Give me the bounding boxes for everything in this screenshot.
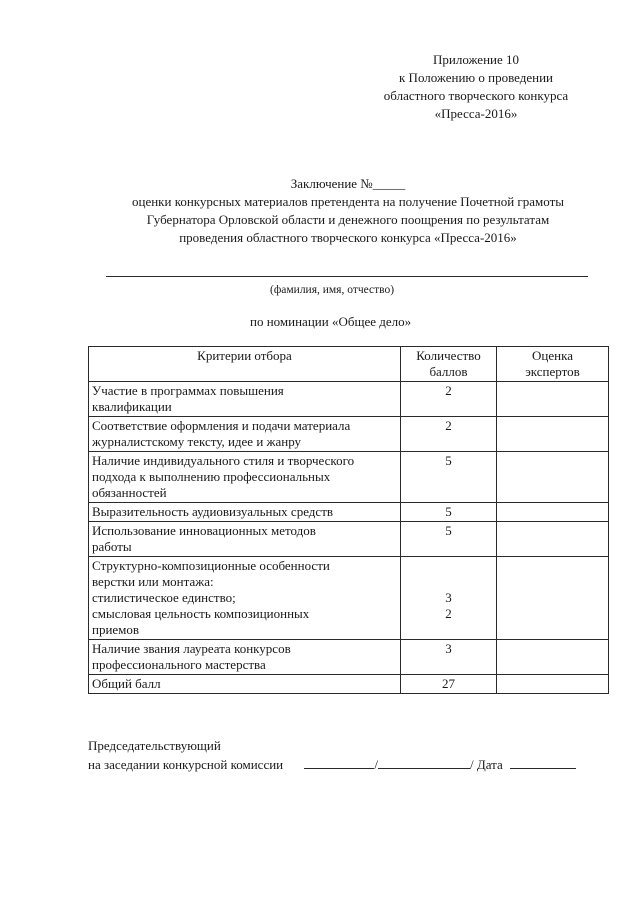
signature-blank[interactable] (304, 756, 374, 769)
expert-score-cell[interactable] (497, 557, 609, 640)
chairperson-label: Председательствующий (88, 738, 221, 753)
points-cell: 2 (401, 382, 497, 417)
criterion-cell: Выразительность аудиовизуальных средств (89, 503, 401, 522)
table-row (89, 382, 609, 417)
points-cell: 5 (401, 522, 497, 557)
expert-score-cell[interactable] (497, 417, 609, 452)
signature-line (88, 756, 576, 773)
commission-label: на заседании конкурсной комиссии (88, 757, 284, 772)
conclusion-line-2: Губернатора Орловской области и денежного поощрения по результатам (146, 212, 550, 227)
header-points: Количество баллов (401, 347, 497, 382)
name-blank[interactable] (378, 756, 470, 769)
criterion-cell: Участие в программах повышения квалификации (89, 382, 401, 417)
expert-score-cell[interactable] (497, 522, 609, 557)
table-row (89, 417, 609, 452)
criterion-cell: Соответствие оформления и подачи материала журналистскому тексту, идее и жанру (89, 417, 401, 452)
annex-line-3: областного творческого конкурса (383, 88, 569, 103)
points-cell: 2 (401, 417, 497, 452)
annex-line-4: «Пресса-2016» (434, 106, 518, 121)
table-row (89, 503, 609, 522)
name-caption: (фамилия, имя, отчество) (270, 284, 395, 296)
table-row (89, 452, 609, 503)
expert-score-cell[interactable] (497, 503, 609, 522)
expert-score-cell[interactable] (497, 452, 609, 503)
slash-separator: / (374, 757, 379, 772)
nomination: по номинации «Общее дело» (250, 314, 412, 329)
total-label-cell: Общий балл (89, 675, 401, 694)
date-blank[interactable] (510, 756, 576, 769)
criterion-cell: Структурно-композиционные особенности верстки или монтажа: стилистическое единство; смысловая цельность композиционных приемов (89, 557, 401, 640)
points-cell: 5 (401, 503, 497, 522)
conclusion-line-3: проведения областного творческого конкурса «Пресса-2016» (179, 230, 517, 245)
header-expert: Оценка экспертов (497, 347, 609, 382)
name-rule (106, 276, 588, 277)
criterion-cell: Наличие индивидуального стиля и творческого подхода к выполнению профессиональных обязанностей (89, 452, 401, 503)
expert-score-cell[interactable] (497, 382, 609, 417)
table-row (89, 522, 609, 557)
table-row-total (89, 675, 609, 694)
header-criteria: Критерии отбора (89, 347, 401, 382)
criteria-table (88, 346, 609, 694)
conclusion-line-1: оценки конкурсных материалов претендента на получение Почетной грамоты (131, 194, 564, 209)
conclusion-title: Заключение №_____ (290, 176, 406, 191)
criterion-cell: Наличие звания лауреата конкурсов профессионального мастерства (89, 640, 401, 675)
table-row (89, 640, 609, 675)
total-expert-cell[interactable] (497, 675, 609, 694)
expert-score-cell[interactable] (497, 640, 609, 675)
date-label: / Дата (470, 757, 503, 772)
table-header-row (89, 347, 609, 382)
total-points-cell: 27 (401, 675, 497, 694)
annex-line-1: Приложение 10 (432, 52, 520, 67)
annex-line-2: к Положению о проведении (398, 70, 554, 85)
points-cell: 3 2 (401, 557, 497, 640)
criterion-cell: Использование инновационных методов работы (89, 522, 401, 557)
points-cell: 5 (401, 452, 497, 503)
table-row (89, 557, 609, 640)
points-cell: 3 (401, 640, 497, 675)
